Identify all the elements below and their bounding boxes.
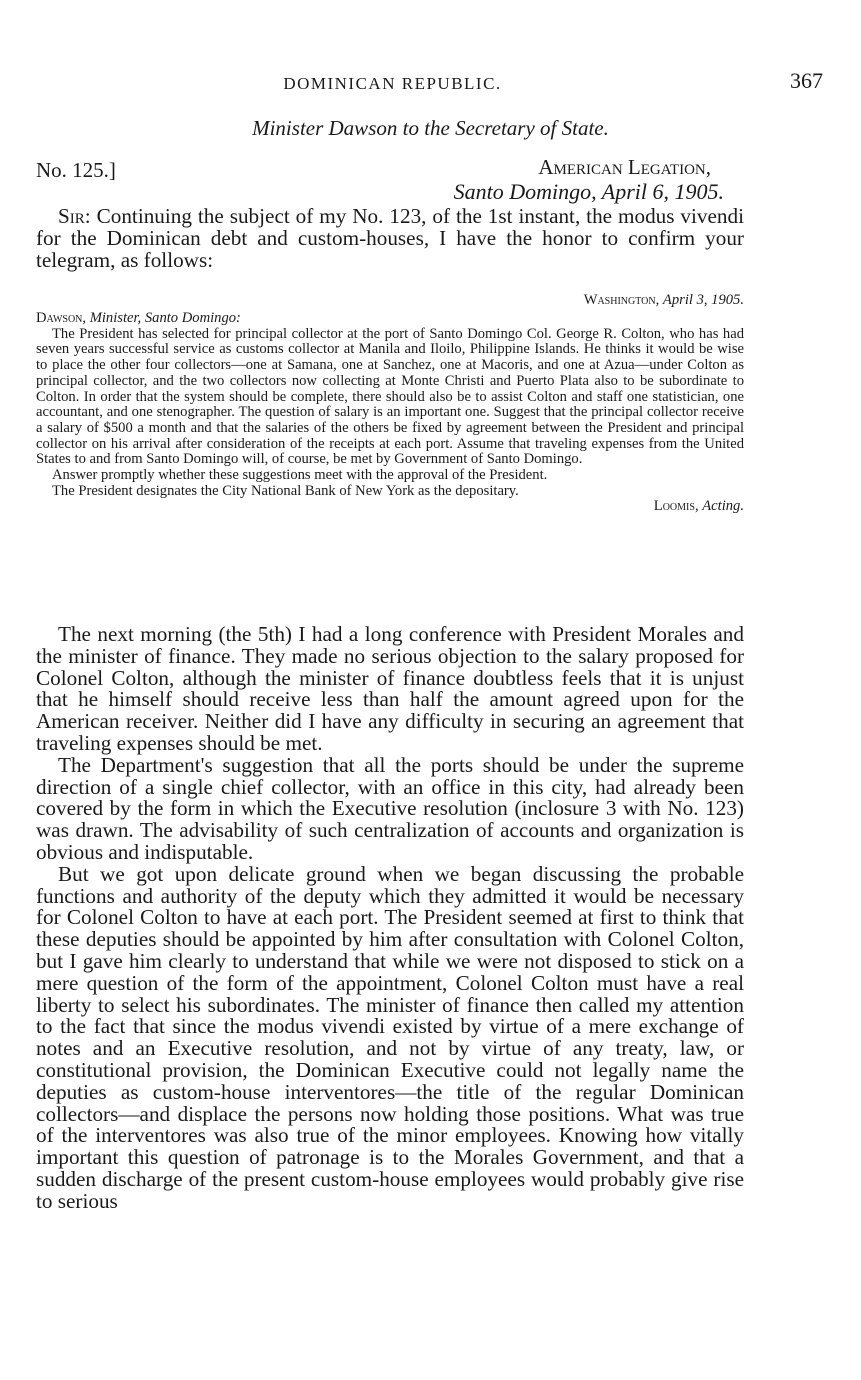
telegram-addressee-name: Dawson, [36, 310, 87, 326]
telegram-paragraph: Answer promptly whether these suggestions meet with the approval of the President. [52, 467, 548, 484]
place-date: Santo Domingo, April 6, 1905. [453, 179, 724, 204]
telegram-paragraph: The President has selected for principal collector at the port of Santo Domingo Col. George R. Colton, who has had seven years successful service as customs collector at Manila and Iloilo, Philippine Islands. He thinks it would be wise to place the other four collectors—one at Samana, one at Sanchez, one at Macoris, and one at Azua—under Colton as principal collector, and the two collectors now collecting at Monte Christi and Puerto Plata also to be subordinate to Colton. In order that the system should be complete, there should also be to assist Colton and staff one statistician, one accountant, and one stenographer. The question of salary is an important one. Suggest that the principal collector receive a salary of $500 a month and that the salaries of the others be fixed by agreement between the President and principal collector on his arrival after consideration of the receipts at each port. Assume that traveling expenses from the United States to and from Santo Domingo will, of course, be met by Government of Santo Domingo. [36, 325, 744, 468]
telegram-origin-place: Washington, [583, 292, 660, 308]
page-header [36, 66, 823, 100]
body-paragraph: The Department's suggestion that all the ports should be under the supreme direction of a single chief collector, with an office in this city, had already been covered by the form in which the Executive resolution (inclosure 3 with No. 123) was drawn. The advisability of such centralization of accounts and organization is obvious and indisputable. [36, 752, 744, 864]
opening-text: : Continuing the subject of my No. 123, of the 1st instant, the modus vivendi for the Dominican debt and custom-houses, I have the honor to confirm your telegram, as follows: [36, 204, 744, 272]
body-paragraph: The next morning (the 5th) I had a long conference with President Morales and the minister of finance. They made no serious objection to the salary proposed for Colonel Colton, although the minister of finance doubtless feels that it is unjust that he himself should receive less than half the amount agreed upon for the American receiver. Neither did I have any difficulty in securing an agreement that traveling expenses should be met. [36, 622, 744, 755]
letter-title: Minister Dawson to the Secretary of State. [252, 116, 609, 140]
telegram-addressee-title: Minister, Santo Domingo: [89, 310, 241, 326]
telegram-signer-role: Acting. [702, 498, 744, 515]
opening-paragraph [36, 206, 744, 271]
body-paragraph: But we got upon delicate ground when we began discussing the probable functions and authority of the deputy which they admitted it would be necessary for Colonel Colton to have at each port. The President seemed at first to think that these deputies should be appointed by him after consultation with Colonel Colton, but I gave him clearly to understand that while we were not disposed to stick on a mere question of the form of the appointment, Colonel Colton must have a real liberty to select his subordinates. The minister of finance then called my attention to the fact that since the modus vivendi existed by virtue of a mere exchange of notes and an Executive resolution, and not by virtue of any treaty, law, or constitutional provision, the Dominican Executive could not legally name the deputies as custom-house interventores—the title of the regular Dominican collectors—and displace the persons now holding those positions. What was true of the interventores was also true of the minor employees. Knowing how vitally important this question of patronage is to the Morales Government, and that a sudden discharge of the present custom-house employees would probably give rise to serious [36, 861, 744, 1213]
telegram-origin [36, 293, 744, 309]
running-title: DOMINICAN REPUBLIC. [283, 74, 502, 93]
legation-heading: American Legation, [538, 155, 711, 179]
page-number: 367 [790, 68, 823, 93]
salutation: Sir [58, 204, 85, 228]
telegram-body [36, 311, 744, 515]
letter-number: No. 125.] [36, 158, 116, 182]
telegram-signer: Loomis, [653, 498, 699, 515]
telegram-origin-date: April 3, 1905. [662, 292, 744, 308]
letter-body [36, 624, 744, 1213]
telegram-paragraph: The President designates the City National Bank of New York as the depositary. [52, 482, 519, 499]
